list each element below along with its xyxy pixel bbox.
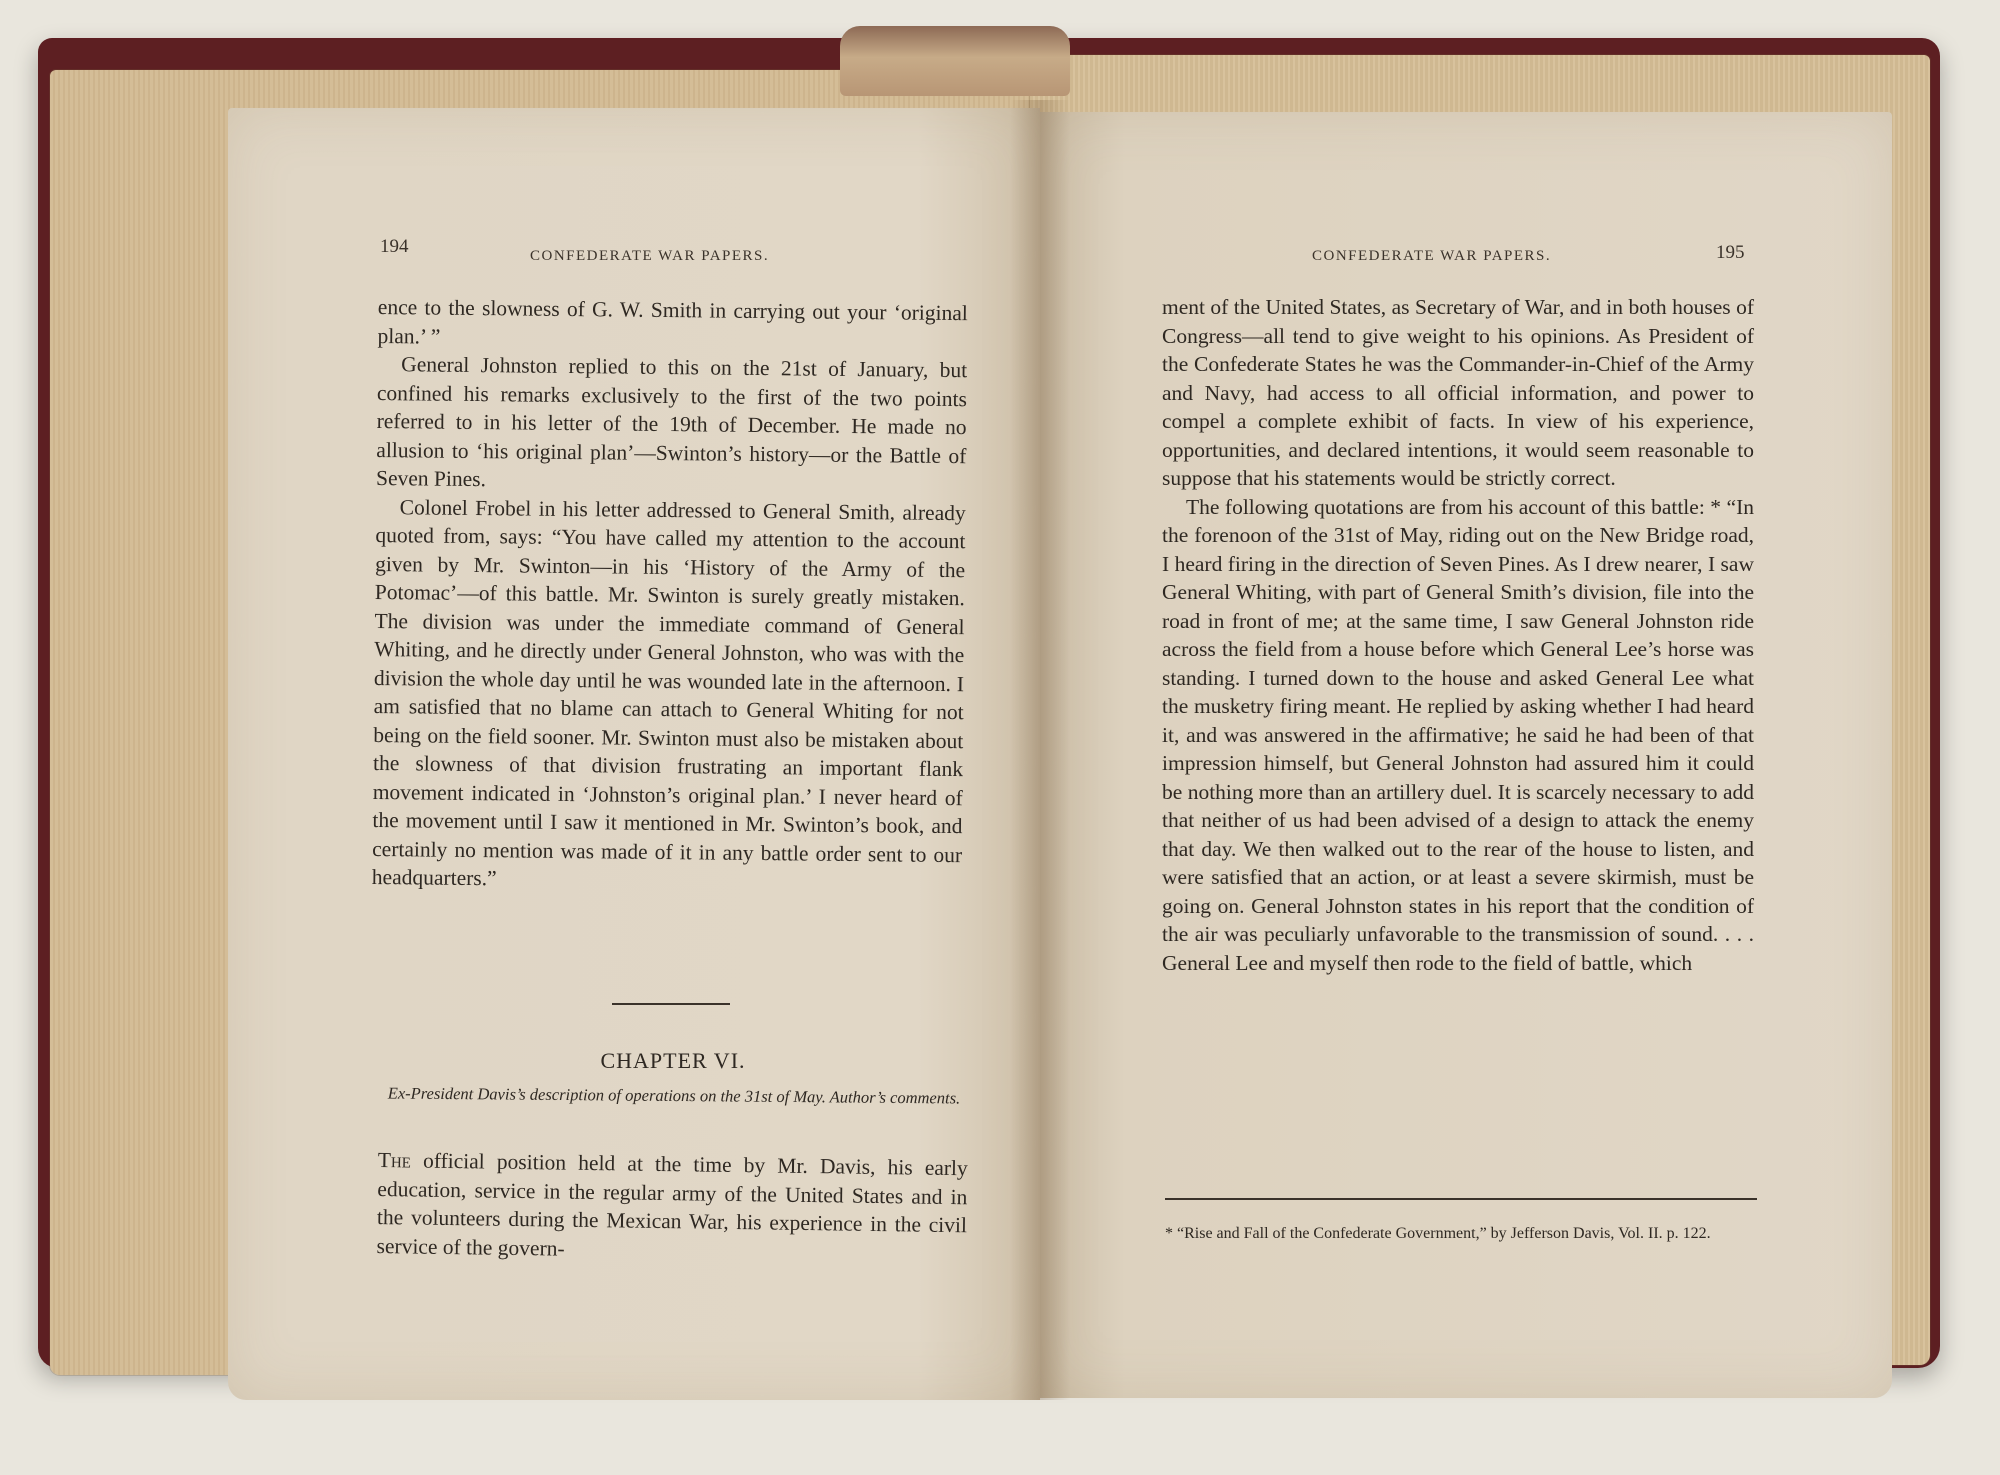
paragraph: Colonel Frobel in his letter addressed to General Smith, already quoted from, says: “You have called my attention to the account given by Mr. Swinton—in his ‘History of the Army of the Potomac’—of this battle. Mr. Swinton is surely greatly mistaken. The division was under the immediate command of General Whiting, and he directly under General Johnston, who was with the division the whole day until he was wounded late in the afternoon. I am satisfied that no blame can attach to General Whiting for not being on the field sooner. Mr. Swinton must also be mistaken about the slowness of that division frustrating an important flank movement indicated in ‘Johnston’s original plan.’ I never heard of the movement until I saw it mentioned in Mr. Swinton’s book, and certainly no mention was made of it in any battle order sent to our headquarters.” — [371, 494, 966, 891]
left-running-head: CONFEDERATE WAR PAPERS. — [530, 248, 770, 264]
chapter-title: CHAPTER VI. — [600, 1048, 746, 1073]
footnote: * “Rise and Fall of the Confederate Government,” by Jefferson Davis, Vol. II. p. 122. — [1165, 1225, 1711, 1242]
left-page-text — [372, 293, 968, 898]
right-page-text — [1162, 293, 1754, 977]
right-page-number: 195 — [1716, 242, 1745, 263]
section-divider — [612, 1003, 730, 1005]
footnote-rule — [1165, 1198, 1757, 1200]
chapter-opening-text — [376, 1146, 968, 1268]
book-spine — [840, 26, 1070, 96]
chapter-body: official position held at the time by Mr. Davis, his early education, service in the regular army of the United States and in the volunteers during the Mexican War, his experience in the civil service of the govern- — [376, 1148, 968, 1261]
chapter-subtitle: Ex-President Davis’s description of operations on the 31st of May. Author’s comments. — [387, 1083, 961, 1108]
paragraph: General Johnston replied to this on the 21st of January, but confined his remarks exclusively to the first of the two points referred to in his letter of the 19th of December. He made no allusion to ‘his original plan’—Swinton’s history—or the Battle of Seven Pines. — [375, 352, 968, 492]
page-gutter — [1010, 100, 1070, 1400]
paragraph: ence to the slowness of G. W. Smith in carrying out your ‘original plan.’ ” — [377, 294, 968, 349]
right-running-head: CONFEDERATE WAR PAPERS. — [1312, 248, 1552, 264]
paragraph: ment of the United States, as Secretary of War, and in both houses of Congress—all tend to give weight to his opinions. As President of the Confederate States he was the Commander-in-Chief of the Army and Navy, had access to all official information, and power to compel a complete exhibit of facts. In view of his experience, opportunities, and declared intentions, it would seem reasonable to suppose that his statements would be strictly correct. — [1162, 295, 1754, 490]
chapter-first-word: The — [377, 1147, 412, 1173]
paragraph: The following quotations are from his account of this battle: * “In the forenoon of the 31st of May, riding out on the New Bridge road, I heard firing in the direction of Seven Pines. As I drew nearer, I saw General Whiting, with part of General Smith’s division, file into the road in front of me; at the same time, I saw General Johnston ride across the field from a house before which General Lee’s horse was standing. I turned down to the house and asked General Lee what the musketry firing meant. He replied by asking whether I had heard it, and was answered in the affirmative; he said he had been of that impression himself, but General Johnston had assured him it could be nothing more than an artillery duel. It is scarcely necessary to add that neither of us had been advised of a design to attack the enemy that day. We then walked out to the rear of the house to listen, and were satisfied that an action, or at least a severe skirmish, must be going on. General Johnston states in his report that the condition of the air was peculiarly unfavorable to the transmission of sound. . . . General Lee and myself then rode to the field of battle, which — [1162, 494, 1754, 975]
left-page-number: 194 — [380, 236, 409, 257]
